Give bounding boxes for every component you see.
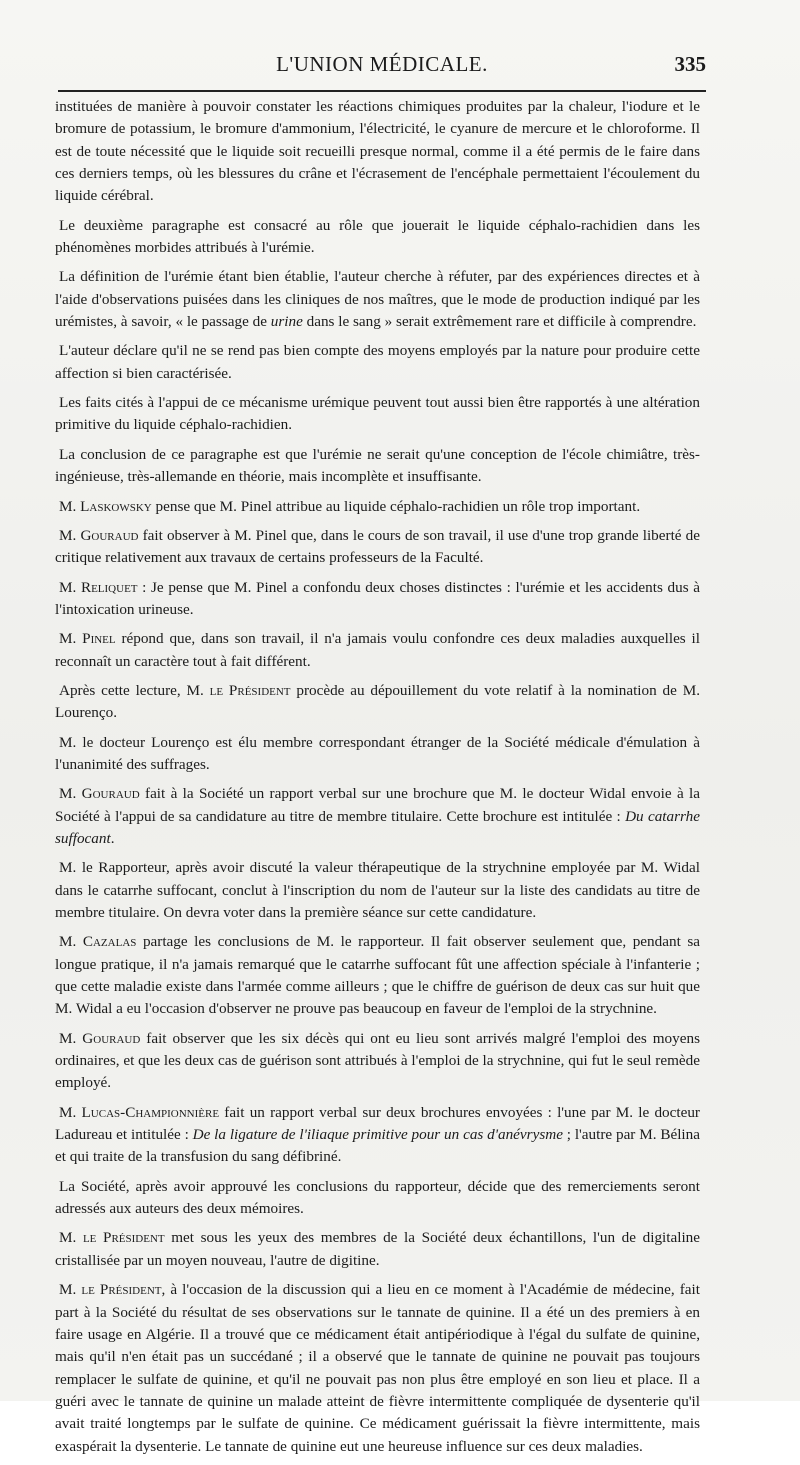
paragraph-6: La conclusion de ce paragraphe est que l'urémie ne serait qu'une conception de l'école chimiâtre, très-ingénieuse, très-allemande en théorie, mais incomplète et insuffisante. — [55, 445, 700, 486]
speaker-name: le Président — [209, 681, 291, 699]
paragraph-14: M. le Rapporteur, après avoir discuté la valeur thérapeutique de la strychnine employée par M. Widal dans le catarrhe suffocant, conclut à l'inscription du nom de l'auteur sur la liste des candidats au titre de membre titulaire. On devra voter dans la première séance sur cette candidature. — [55, 859, 700, 921]
header-rule — [58, 90, 706, 92]
italic-term: urine — [270, 313, 303, 331]
paragraph-2: Le deuxième paragraphe est consacré au rôle que jouerait le liquide céphalo-rachidien dans les phénomènes morbides attribués à l'urémie. — [55, 216, 700, 257]
paragraph-7: M. Laskowsky pense que M. Pinel attribue au liquide céphalo-rachidien un rôle trop important. — [59, 497, 641, 515]
paragraph-8: M. Gouraud fait observer à M. Pinel que, dans le cours de son travail, il use d'une trop grande liberté de critique relativement aux travaux de certains professeurs de la Faculté. — [55, 526, 700, 567]
speaker-name: Pinel — [82, 630, 116, 648]
paragraph-12: M. le docteur Lourenço est élu membre correspondant étranger de la Société médicale d'émulation à l'unanimité des suffrages. — [55, 733, 700, 773]
paragraph-3: La définition de l'urémie étant bien établie, l'auteur cherche à réfuter, par des expériences directes et à l'aide d'observations puisées dans les cliniques de nos maîtres, que le mode de production indiqué par les urémistes, à savoir, « le passage de urine dans le sang » serait extrêmement rare et difficile à comprendre. — [55, 268, 700, 331]
article-body — [55, 96, 700, 1465]
paragraph-20: M. le Président, à l'occasion de la discussion qui a lieu en ce moment à l'Académie de médecine, fait part à la Société du résultat de ses observations sur le tannate de quinine. Il a été un des premiers à en faire usage en Algérie. Il a trouvé que ce médicament était antipériodique à l'égal du sulfate de quinine, mais qu'il n'en était pas un succédané ; il a observé que le tannate de quinine ne pouvait pas toujours remplacer le sulfate de quinine, et qu'il ne pouvait pas non plus être employé en son lieu et place. Il a guéri avec le tannate de quinine un malade atteint de fièvre intermittente compliquée de dysenterie qu'il avait traité longtemps par le sulfate de quinine. Ce médicament guérissait la fièvre intermittente, mais exaspérait la dysenterie. Le tannate de quinine eut une heureuse influence sur ces deux maladies. — [55, 1281, 700, 1455]
running-title: L'UNION MÉDICALE. — [276, 52, 488, 76]
paragraph-13: M. Gouraud fait à la Société un rapport verbal sur une brochure que M. le docteur Widal envoie à la Société à l'appui de sa candidature au titre de membre titulaire. Cette brochure est intitulée : Du catarrhe suffocant. — [55, 785, 701, 847]
paragraph-1: instituées de manière à pouvoir constater les réactions chimiques produites par la chaleur, l'iodure et le bromure de potassium, le bromure d'ammonium, l'électricité, le cyanure de mercure et le chloroforme. Il est de toute nécessité que le liquide soit recueilli presque normal, comme il a été permis de le faire dans ces derniers temps, où les blessures du crâne et l'écrasement de l'encéphale permettaient l'écoulement du liquide cérébral. — [55, 98, 700, 205]
paragraph-4: L'auteur déclare qu'il ne se rend pas bien compte des moyens employés par la nature pour produire cette affection si bien caractérisée. — [55, 342, 700, 382]
paragraph-17: M. Lucas-Championnière fait un rapport verbal sur deux brochures envoyées : l'une par M. le docteur Ladureau et intitulée : De la ligature de l'iliaque primitive pour un cas d'anévrysme ; l'autre par M. Bélina et qui traite de la transfusion du sang défibriné. — [55, 1103, 700, 1166]
speaker-name: Gouraud — [81, 785, 140, 803]
paragraph-16: M. Gouraud fait observer que les six décès qui ont eu lieu sont arrivés malgré l'emploi des moyens ordinaires, et que les deux cas de guérison sont attribués à l'emploi de la strychnine, qui fut le seul remède employé. — [55, 1029, 700, 1092]
paragraph-5: Les faits cités à l'appui de ce mécanisme urémique peuvent tout aussi bien être rapportés à une altération primitive du liquide céphalo-rachidien. — [55, 394, 700, 434]
paragraph-11: Après cette lecture, M. le Président procède au dépouillement du vote relatif à la nomination de M. Lourenço. — [55, 681, 700, 722]
speaker-name: Gouraud — [80, 526, 139, 544]
paragraph-18: La Société, après avoir approuvé les conclusions du rapporteur, décide que des remerciements seront adressés aux auteurs des deux mémoires. — [55, 1177, 700, 1218]
speaker-name: Reliquet — [80, 578, 138, 596]
speaker-name: le Président — [82, 1229, 165, 1247]
speaker-name: Laskowsky — [80, 497, 152, 515]
italic-title: Du catarrhe suffocant — [55, 807, 701, 847]
page-number: 335 — [674, 52, 706, 76]
italic-title: De la ligature de l'iliaque primitive pour un cas d'anévrysme — [192, 1126, 563, 1144]
paragraph-19: M. le Président met sous les yeux des membres de la Société deux échantillons, l'un de digitaline cristallisée par un moyen nouveau, l'autre de digitine. — [55, 1229, 700, 1269]
paragraph-15: M. Cazalas partage les conclusions de M. le rapporteur. Il fait observer seulement que, pendant sa longue pratique, il n'a jamais remarqué que le catarrhe suffocant fût une affection spéciale à l'infanterie ; que cette maladie existe dans l'armée comme ailleurs ; que le chiffre de guérison de deux cas sur huit que M. Widal a eu l'occasion d'observer ne prouve pas beaucoup en faveur de l'emploi de la strychnine. — [55, 933, 700, 1018]
speaker-name: Cazalas — [82, 933, 137, 951]
speaker-name: le Président — [81, 1281, 162, 1299]
paragraph-9: M. Reliquet : Je pense que M. Pinel a confondu deux choses distinctes : l'urémie et les accidents dus à l'intoxication urineuse. — [55, 578, 700, 618]
speaker-name: Gouraud — [82, 1029, 141, 1047]
page-header — [58, 52, 706, 82]
speaker-name: Lucas-Championnière — [81, 1103, 220, 1121]
paragraph-10: M. Pinel répond que, dans son travail, il n'a jamais voulu confondre ces deux maladies auxquelles il reconnaît un caractère tout à fait différent. — [55, 630, 700, 670]
